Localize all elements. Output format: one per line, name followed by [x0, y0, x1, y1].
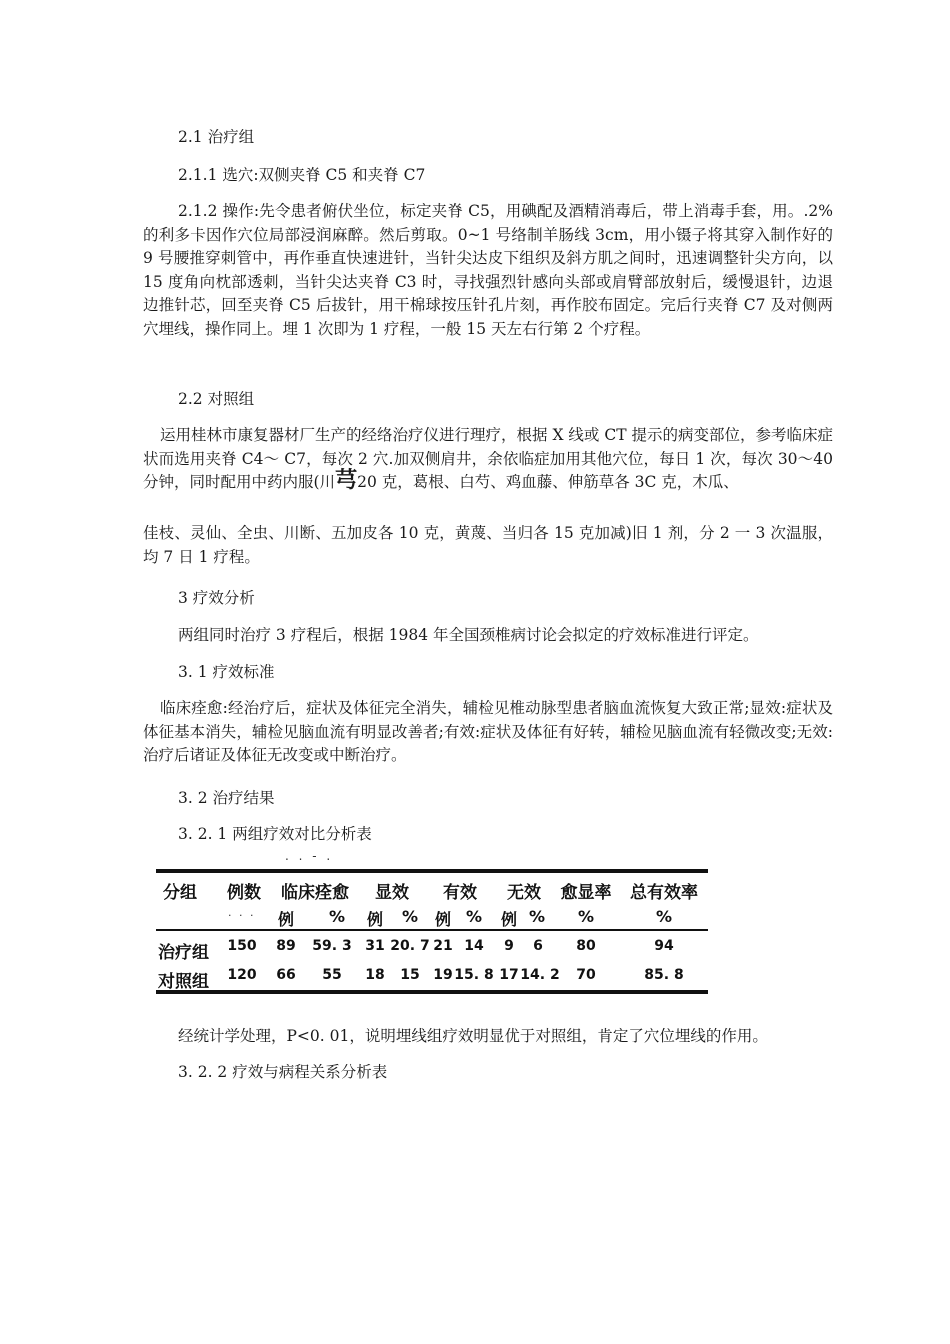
table-cell: 31: [365, 938, 385, 954]
table-top-rule: [156, 869, 708, 873]
heading-2-1-1: 2.1.1 选穴:双侧夹脊 C5 和夹脊 C7: [178, 166, 426, 184]
paragraph-2-2-continued: 佳枝、灵仙、全虫、川断、五加皮各 10 克，黄蔑、当归各 15 克加减)旧 1 剂，分 2 一 3 次温服，均 7 日 1 疗程。: [143, 524, 833, 566]
table-bottom-rule: [156, 990, 708, 994]
sub-pct: %: [328, 907, 346, 926]
table-cell: 66: [276, 967, 296, 983]
table-cell: 150: [227, 938, 257, 954]
heading-3-2-1: 3. 2. 1 两组疗效对比分析表: [178, 825, 372, 843]
table-cell: 15. 8: [454, 967, 494, 983]
paragraph-2-2-part-a: 运用桂林市康复器材厂生产的经络治疗仪进行理疗，根据 X 线或 CT 提示的病变部位，参考临床症状而选用夹脊 C4～ C7，每次 2 穴.加双侧肩井，余依临症加用其他穴位，每日 1 次，每次 30～40 分钟，同时配用中药内服(川: [143, 426, 833, 491]
heading-3-2: 3. 2 治疗结果: [178, 789, 275, 807]
header-total-rate: 总有效率: [630, 883, 698, 903]
table-cell: 20. 7: [390, 938, 430, 954]
table-cell: 89: [276, 938, 296, 954]
heading-2-2: 2.2 对照组: [178, 390, 255, 408]
table-mid-rule: [156, 929, 708, 931]
paragraph-3: 两组同时治疗 3 疗程后，根据 1984 年全国颈椎病讨论会拟定的疗效标准进行评定。: [178, 626, 759, 644]
table-cell: 6: [533, 938, 543, 954]
heading-3-1: 3. 1 疗效标准: [178, 663, 275, 681]
sub-pct: %: [655, 907, 673, 926]
paragraph-2-1-2: 2.1.2 操作:先令患者俯伏坐位，标定夹脊 C5，用碘配及酒精消毒后，带上消毒手套，用。.2%的利多卡因作穴位局部浸润麻醉。然后剪取。0~1 号络制羊肠线 3cm，用小镊子将其穿入制作好的 9 号腰推穿刺管中，再作垂直快速进针，当针尖达皮下组织及斜方肌之间时，迅速调整针尖方向，以 15 度角向枕部透刺，当针尖达夹脊 C3 时，寻找强烈针感向头部或肩臂部放射后，缓慢退针，边退边推针芯，回至夹脊 C5 后拔针，用干棉球按压针孔片刻，再作胶布固定。完后行夹脊 C7 及对侧两穴埋线，操作同上。埋 1 次即为 1 疗程，一般 15 天左右行第 2 个疗程。: [143, 202, 833, 338]
scan-marks: . . - .: [285, 849, 334, 863]
table-cell: 21: [433, 938, 453, 954]
sub-pct: %: [577, 907, 595, 926]
table-cell: 85. 8: [644, 967, 684, 983]
table-cell: 80: [576, 938, 596, 954]
sub-cases: 例: [277, 910, 295, 929]
table-cell: 14: [464, 938, 484, 954]
table-cell: 17: [499, 967, 519, 983]
paragraph-2-2: [143, 424, 833, 495]
table-cell: 59. 3: [312, 938, 352, 954]
table-cell: 120: [227, 967, 257, 983]
header-group: 分组: [163, 883, 197, 903]
table-cell: 9: [504, 938, 514, 954]
row-label-treatment: 治疗组: [158, 943, 209, 963]
header-cure-marked-rate: 愈显率: [560, 883, 612, 903]
table-cell: 14. 2: [520, 967, 560, 983]
table-cell: 94: [654, 938, 674, 954]
scan-marks: . . .: [228, 906, 256, 919]
sub-cases: 例: [500, 910, 518, 929]
header-cases: 例数: [227, 883, 261, 903]
sub-pct: %: [528, 907, 546, 926]
heading-3: 3 疗效分析: [178, 589, 255, 607]
header-ineffective: 无效: [507, 883, 541, 903]
table-cell: 55: [322, 967, 342, 983]
statistics-paragraph: 经统计学处理，P<0. 01，说明埋线组疗效明显优于对照组，肯定了穴位埋线的作用。: [178, 1027, 768, 1045]
herb-character: 芎: [335, 467, 358, 493]
efficacy-comparison-table: [156, 869, 708, 994]
sub-pct: %: [465, 907, 483, 926]
paragraph-3-1: 临床痊愈:经治疗后，症状及体征完全消失，辅检见椎动脉型患者脑血流恢复大致正常;显效:症状及体征基本消失，辅检见脑血流有明显改善者;有效:症状及体征有好转，辅检见脑血流有轻微改变;无效:治疗后诸证及体征无改变或中断治疗。: [143, 699, 833, 764]
heading-2-1: 2.1 治疗组: [178, 128, 255, 146]
row-label-control: 对照组: [158, 972, 209, 992]
table-cell: 70: [576, 967, 596, 983]
sub-cases: 例: [366, 910, 384, 929]
sub-cases: 例: [434, 910, 452, 929]
header-effective: 有效: [443, 883, 477, 903]
header-cured: 临床痊愈: [281, 883, 349, 903]
paragraph-2-2-part-b: 20 克，葛根、白芍、鸡血藤、伸筋草各 3C 克，木瓜、: [357, 473, 739, 491]
sub-pct: %: [401, 907, 419, 926]
table-cell: 19: [433, 967, 453, 983]
table-cell: 18: [365, 967, 385, 983]
heading-3-2-2: 3. 2. 2 疗效与病程关系分析表: [178, 1063, 388, 1081]
table-cell: 15: [400, 967, 420, 983]
header-marked: 显效: [375, 883, 409, 903]
